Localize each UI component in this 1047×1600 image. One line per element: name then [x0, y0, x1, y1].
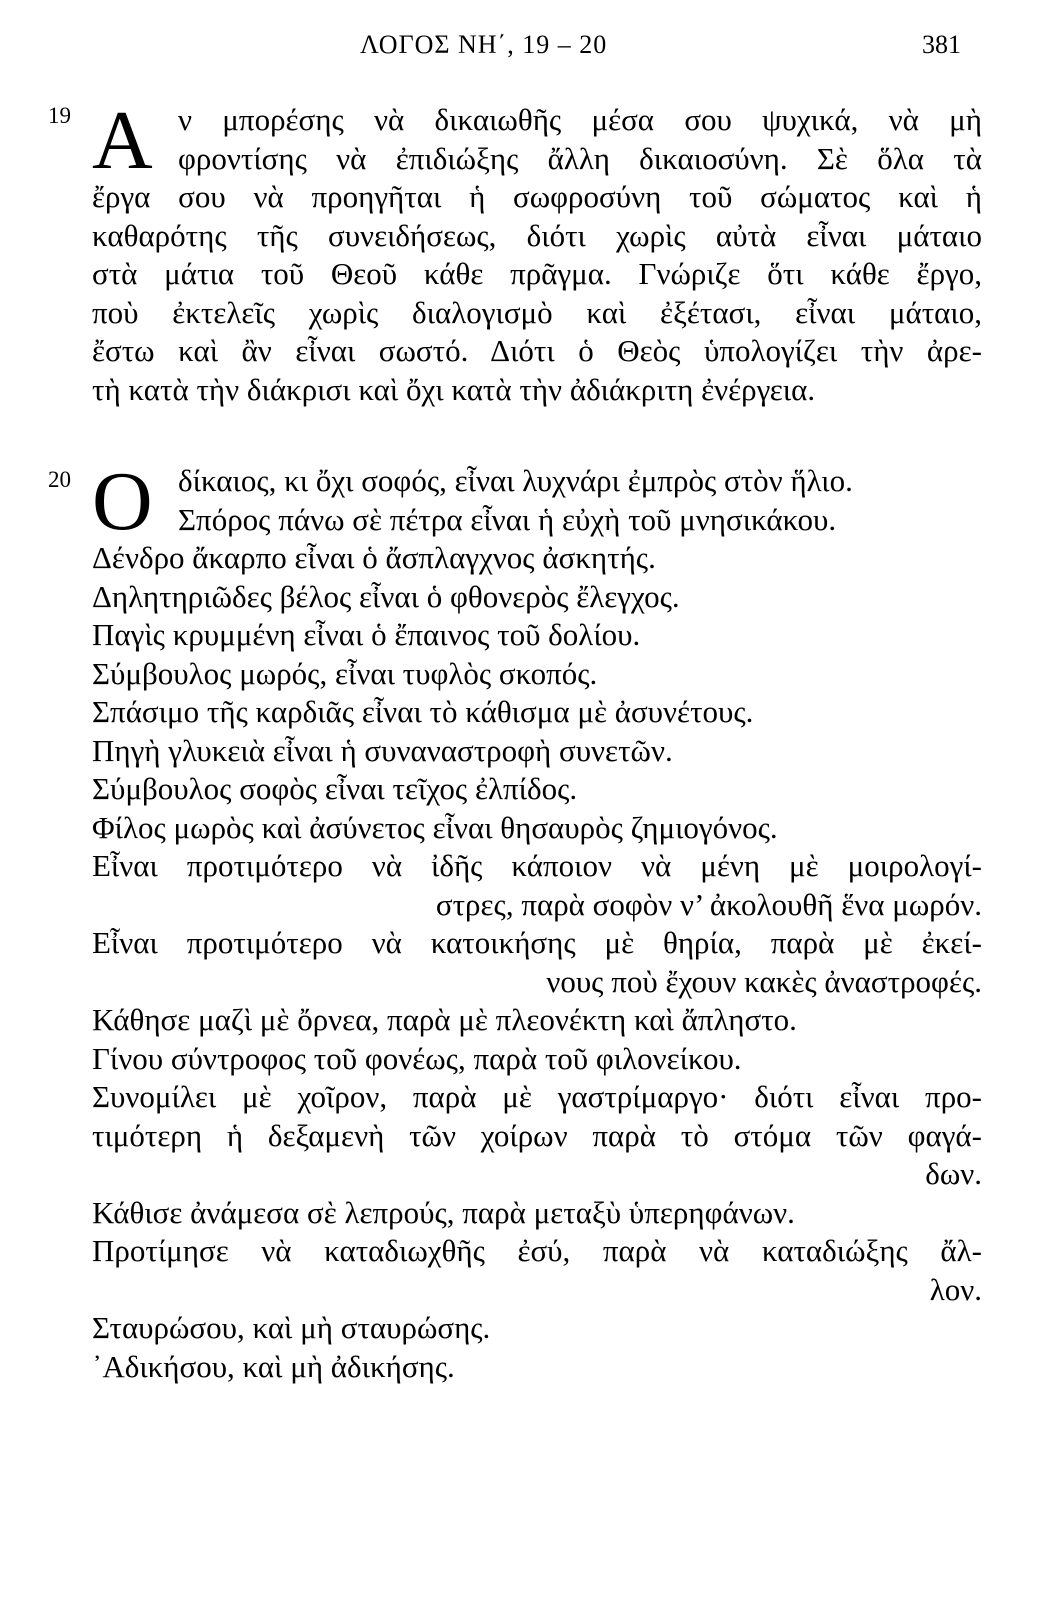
text-line: Δένδρο ἄκαρπο εἶναι ὁ ἄσπλαγχνος ἀσκητής. — [92, 540, 656, 575]
running-head — [0, 30, 1047, 66]
text-line: Εἶναι προτιμότερο νὰ ἰδῆς κάποιον νὰ μένη μὲ μοιρολογί- — [92, 848, 982, 883]
section-number: 19 — [48, 103, 71, 128]
text-line: δων. — [925, 1156, 982, 1191]
text-line: ποὺ ἐκτελεῖς χωρὶς διαλογισμὸ καὶ ἐξέτασι, εἶναι μάταιο, — [92, 294, 982, 330]
chapter-title: ΛΟΓΟΣ ΝΗ΄, 19 – 20 — [360, 30, 608, 59]
text-line: Εἶναι προτιμότερο νὰ κατοικήσης μὲ θηρία, παρὰ μὲ ἐκεί- — [92, 925, 982, 960]
text-line: Παγὶς κρυμμένη εἶναι ὁ ἔπαινος τοῦ δολίου. — [92, 617, 641, 652]
text-line: Σύμβουλος σοφὸς εἶναι τεῖχος ἐλπίδος. — [92, 771, 578, 806]
text-line: στὰ μάτια τοῦ Θεοῦ κάθε πρᾶγμα. Γνώριζε ὅτι κάθε ἔργο, — [92, 256, 982, 291]
text-line: ἔστω καὶ ἂν εἶναι σωστό. Διότι ὁ Θεὸς ὑπολογίζει τὴν ἀρε- — [92, 333, 982, 368]
text-line: Συνομίλει μὲ χοῖρον, παρὰ μὲ γαστρίμαργο· διότι εἶναι προ- — [92, 1079, 982, 1114]
text-line: ᾿Αδικήσου, καὶ μὴ ἀδικήσης. — [92, 1348, 455, 1384]
text-line: καθαρότης τῆς συνειδήσεως, διότι χωρὶς αὐτὰ εἶναι μάταιο — [92, 217, 982, 253]
text-line: τὴ κατὰ τὴν διάκρισι καὶ ὄχι κατὰ τὴν ἀδιάκριτη ἐνέργεια. — [92, 371, 816, 407]
text-line: Σταυρώσου, καὶ μὴ σταυρώσης. — [92, 1310, 491, 1345]
text-line: λον. — [929, 1271, 982, 1307]
text-line: Πηγὴ γλυκειὰ εἶναι ἡ συναναστροφὴ συνετῶν. — [92, 732, 673, 768]
text-line: Σπόρος πάνω σὲ πέτρα εἶναι ἡ εὐχὴ τοῦ μνησικάκου. — [178, 501, 837, 537]
text-line: Σπάσιμο τῆς καρδιᾶς εἶναι τὸ κάθισμα μὲ ἀσυνέτους. — [92, 694, 754, 729]
text-line: τιμότερη ἡ δεξαμενὴ τῶν χοίρων παρὰ τὸ στόμα τῶν φαγά- — [92, 1117, 982, 1153]
text-line: φροντίσης νὰ ἐπιδιώξης ἄλλη δικαιοσύνη. Σὲ ὅλα τὰ — [178, 140, 982, 176]
text-line: Φίλος μωρὸς καὶ ἀσύνετος εἶναι θησαυρὸς ζημιογόνος. — [92, 809, 778, 845]
text-line: Σύμβουλος μωρός, εἶναι τυφλὸς σκοπός. — [92, 655, 598, 691]
text-line: δίκαιος, κι ὄχι σοφός, εἶναι λυχνάρι ἐμπρὸς στὸν ἥλιο. — [178, 463, 853, 498]
text-line: ν μπορέσης νὰ δικαιωθῆς μέσα σου ψυχικά, νὰ μὴ — [178, 102, 982, 137]
text-line: Γίνου σύντροφος τοῦ φονέως, παρὰ τοῦ φιλονείκου. — [92, 1040, 742, 1076]
text-line: Δηλητηριῶδες βέλος εἶναι ὁ φθονερὸς ἔλεγχος. — [92, 578, 680, 614]
page-number: 381 — [922, 30, 961, 59]
text-line: στρες, παρὰ σοφὸν ν’ ἀκολουθῆ ἕνα μωρόν. — [435, 886, 982, 922]
paragraph — [92, 94, 982, 409]
drop-cap: Α — [92, 94, 153, 187]
text-line: Κάθησε μαζὶ μὲ ὄρνεα, παρὰ μὲ πλεονέκτη καὶ ἄπληστο. — [92, 1002, 797, 1037]
text-line: Προτίμησε νὰ καταδιωχθῆς ἐσύ, παρὰ νὰ καταδιώξης ἄλ- — [92, 1233, 982, 1268]
section-number: 20 — [48, 467, 71, 492]
text-line: νους ποὺ ἔχουν κακὲς ἀναστροφές. — [546, 963, 982, 999]
text-line: Κάθισε ἀνάμεσα σὲ λεπρούς, παρὰ μεταξὺ ὑπερηφάνων. — [92, 1194, 795, 1230]
text-line: ἔργα σου νὰ προηγῆται ἡ σωφροσύνη τοῦ σώματος καὶ ἡ — [92, 179, 982, 214]
drop-cap: Ο — [92, 455, 153, 548]
verse-block — [92, 455, 982, 1386]
